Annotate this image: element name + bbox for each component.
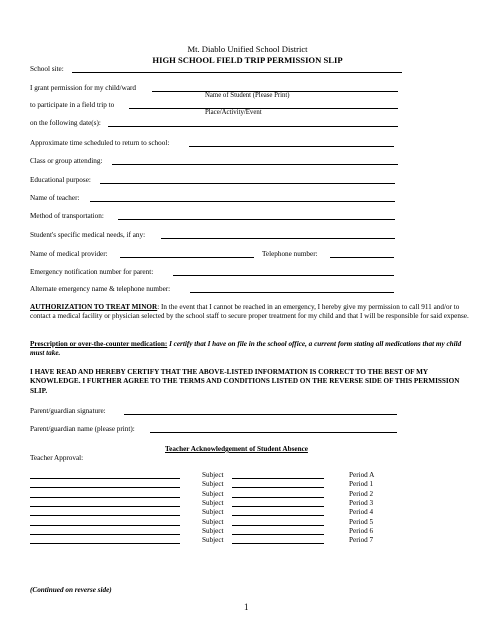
subject-label: Subject <box>202 480 224 489</box>
parent-signature-label: Parent/guardian signature: <box>30 407 106 415</box>
teacher-signature-line[interactable] <box>30 487 180 488</box>
grant-permission-label: I grant permission for my child/ward <box>30 84 136 92</box>
medication-paragraph <box>30 340 476 359</box>
period-label: Period 4 <box>349 508 374 517</box>
class-group-line[interactable] <box>112 164 398 165</box>
medication-text: I certify that I have on file in the school office, a current form stating all medications that my child must take. <box>30 340 462 358</box>
teacher-signature-line[interactable] <box>30 525 180 526</box>
subject-line[interactable] <box>232 515 324 516</box>
teacher-name-label: Name of teacher: <box>30 194 80 202</box>
district-name: Mt. Diablo Unified School District <box>187 44 308 54</box>
parent-name-label: Parent/guardian name (please print): <box>30 425 135 433</box>
subject-label: Subject <box>202 517 224 526</box>
subject-line[interactable] <box>232 478 324 479</box>
emergency-number-line[interactable] <box>173 275 394 276</box>
teacher-signature-line[interactable] <box>30 506 180 507</box>
parent-signature-line[interactable] <box>124 414 397 415</box>
subject-label: Subject <box>202 536 224 545</box>
telephone-line[interactable] <box>330 257 394 258</box>
subject-label: Subject <box>202 489 224 498</box>
alternate-contact-line[interactable] <box>190 292 394 293</box>
transportation-line[interactable] <box>118 219 395 220</box>
period-label: Period 7 <box>349 536 374 545</box>
page-number: 1 <box>244 602 249 612</box>
subject-line[interactable] <box>232 487 324 488</box>
teacher-signature-line[interactable] <box>30 515 180 516</box>
telephone-label: Telephone number: <box>262 250 318 258</box>
subject-line[interactable] <box>232 534 324 535</box>
alternate-contact-label: Alternate emergency name & telephone number: <box>30 285 171 293</box>
emergency-number-label: Emergency notification number for parent: <box>30 268 154 276</box>
return-time-label: Approximate time scheduled to return to school: <box>30 139 170 147</box>
medical-provider-line[interactable] <box>120 257 254 258</box>
period-label: Period 5 <box>349 517 374 526</box>
class-group-label: Class or group attending: <box>30 157 103 165</box>
subject-line[interactable] <box>232 525 324 526</box>
period-label: Period A <box>349 471 375 479</box>
educational-purpose-line[interactable] <box>100 183 395 184</box>
student-name-caption: Name of Student (Please Print) <box>205 92 290 99</box>
school-site-line[interactable] <box>72 72 402 73</box>
medical-needs-label: Student's specific medical needs, if any: <box>30 231 146 239</box>
educational-purpose-label: Educational purpose: <box>30 176 91 184</box>
return-time-line[interactable] <box>189 146 394 147</box>
teacher-approval-label: Teacher Approval: <box>30 454 84 462</box>
field-trip-place-line[interactable] <box>129 108 398 109</box>
medical-needs-line[interactable] <box>161 238 395 239</box>
subject-label: Subject <box>202 498 224 507</box>
subject-line[interactable] <box>232 497 324 498</box>
authorization-text: : In the event that I cannot be reached in an emergency, I hereby give my permission to call 911 and/or to contact a medical facility or physician selected by the school staff to secure proper treatment for my child and that I will be responsible for said expense. <box>30 303 469 321</box>
dates-line[interactable] <box>108 126 398 127</box>
transportation-label: Method of transportation: <box>30 212 104 220</box>
form-title: HIGH SCHOOL FIELD TRIP PERMISSION SLIP <box>152 55 343 65</box>
continued-note: (Continued on reverse side) <box>30 586 112 594</box>
place-caption: Place/Activity/Event <box>205 109 262 116</box>
medication-heading: Prescription or over-the-counter medication: <box>30 340 168 348</box>
absence-heading: Teacher Acknowledgement of Student Absence <box>165 445 308 453</box>
period-label: Period 3 <box>349 498 374 507</box>
period-label: Period 6 <box>349 526 374 535</box>
authorization-heading: AUTHORIZATION TO TREAT MINOR <box>30 303 158 311</box>
subject-label: Subject <box>202 508 224 517</box>
teacher-name-line[interactable] <box>90 201 395 202</box>
teacher-signature-line[interactable] <box>30 543 180 544</box>
subject-line[interactable] <box>232 543 324 544</box>
medical-provider-label: Name of medical provider: <box>30 250 108 258</box>
parent-name-line[interactable] <box>150 432 397 433</box>
participate-label: to participate in a field trip to <box>30 101 115 109</box>
teacher-signature-line[interactable] <box>30 534 180 535</box>
subject-line[interactable] <box>232 506 324 507</box>
period-label: Period 2 <box>349 489 374 498</box>
subject-label: Subject <box>202 526 224 535</box>
certification-paragraph: I HAVE READ AND HEREBY CERTIFY THAT THE ABOVE-LISTED INFORMATION IS CORRECT TO THE BEST OF MY KNOWLEDGE. I FURTHER AGREE TO THE TERMS AND CONDITIONS LISTED ON THE REVERSE SIDE OF THIS PERMISSION SLIP. <box>30 368 460 395</box>
teacher-signature-line[interactable] <box>30 478 180 479</box>
teacher-signature-line[interactable] <box>30 497 180 498</box>
dates-label: on the following date(s): <box>30 119 101 127</box>
school-site-label: School site: <box>30 65 64 73</box>
period-label: Period 1 <box>349 480 374 489</box>
subject-label: Subject <box>202 471 224 479</box>
authorization-paragraph <box>30 303 476 322</box>
